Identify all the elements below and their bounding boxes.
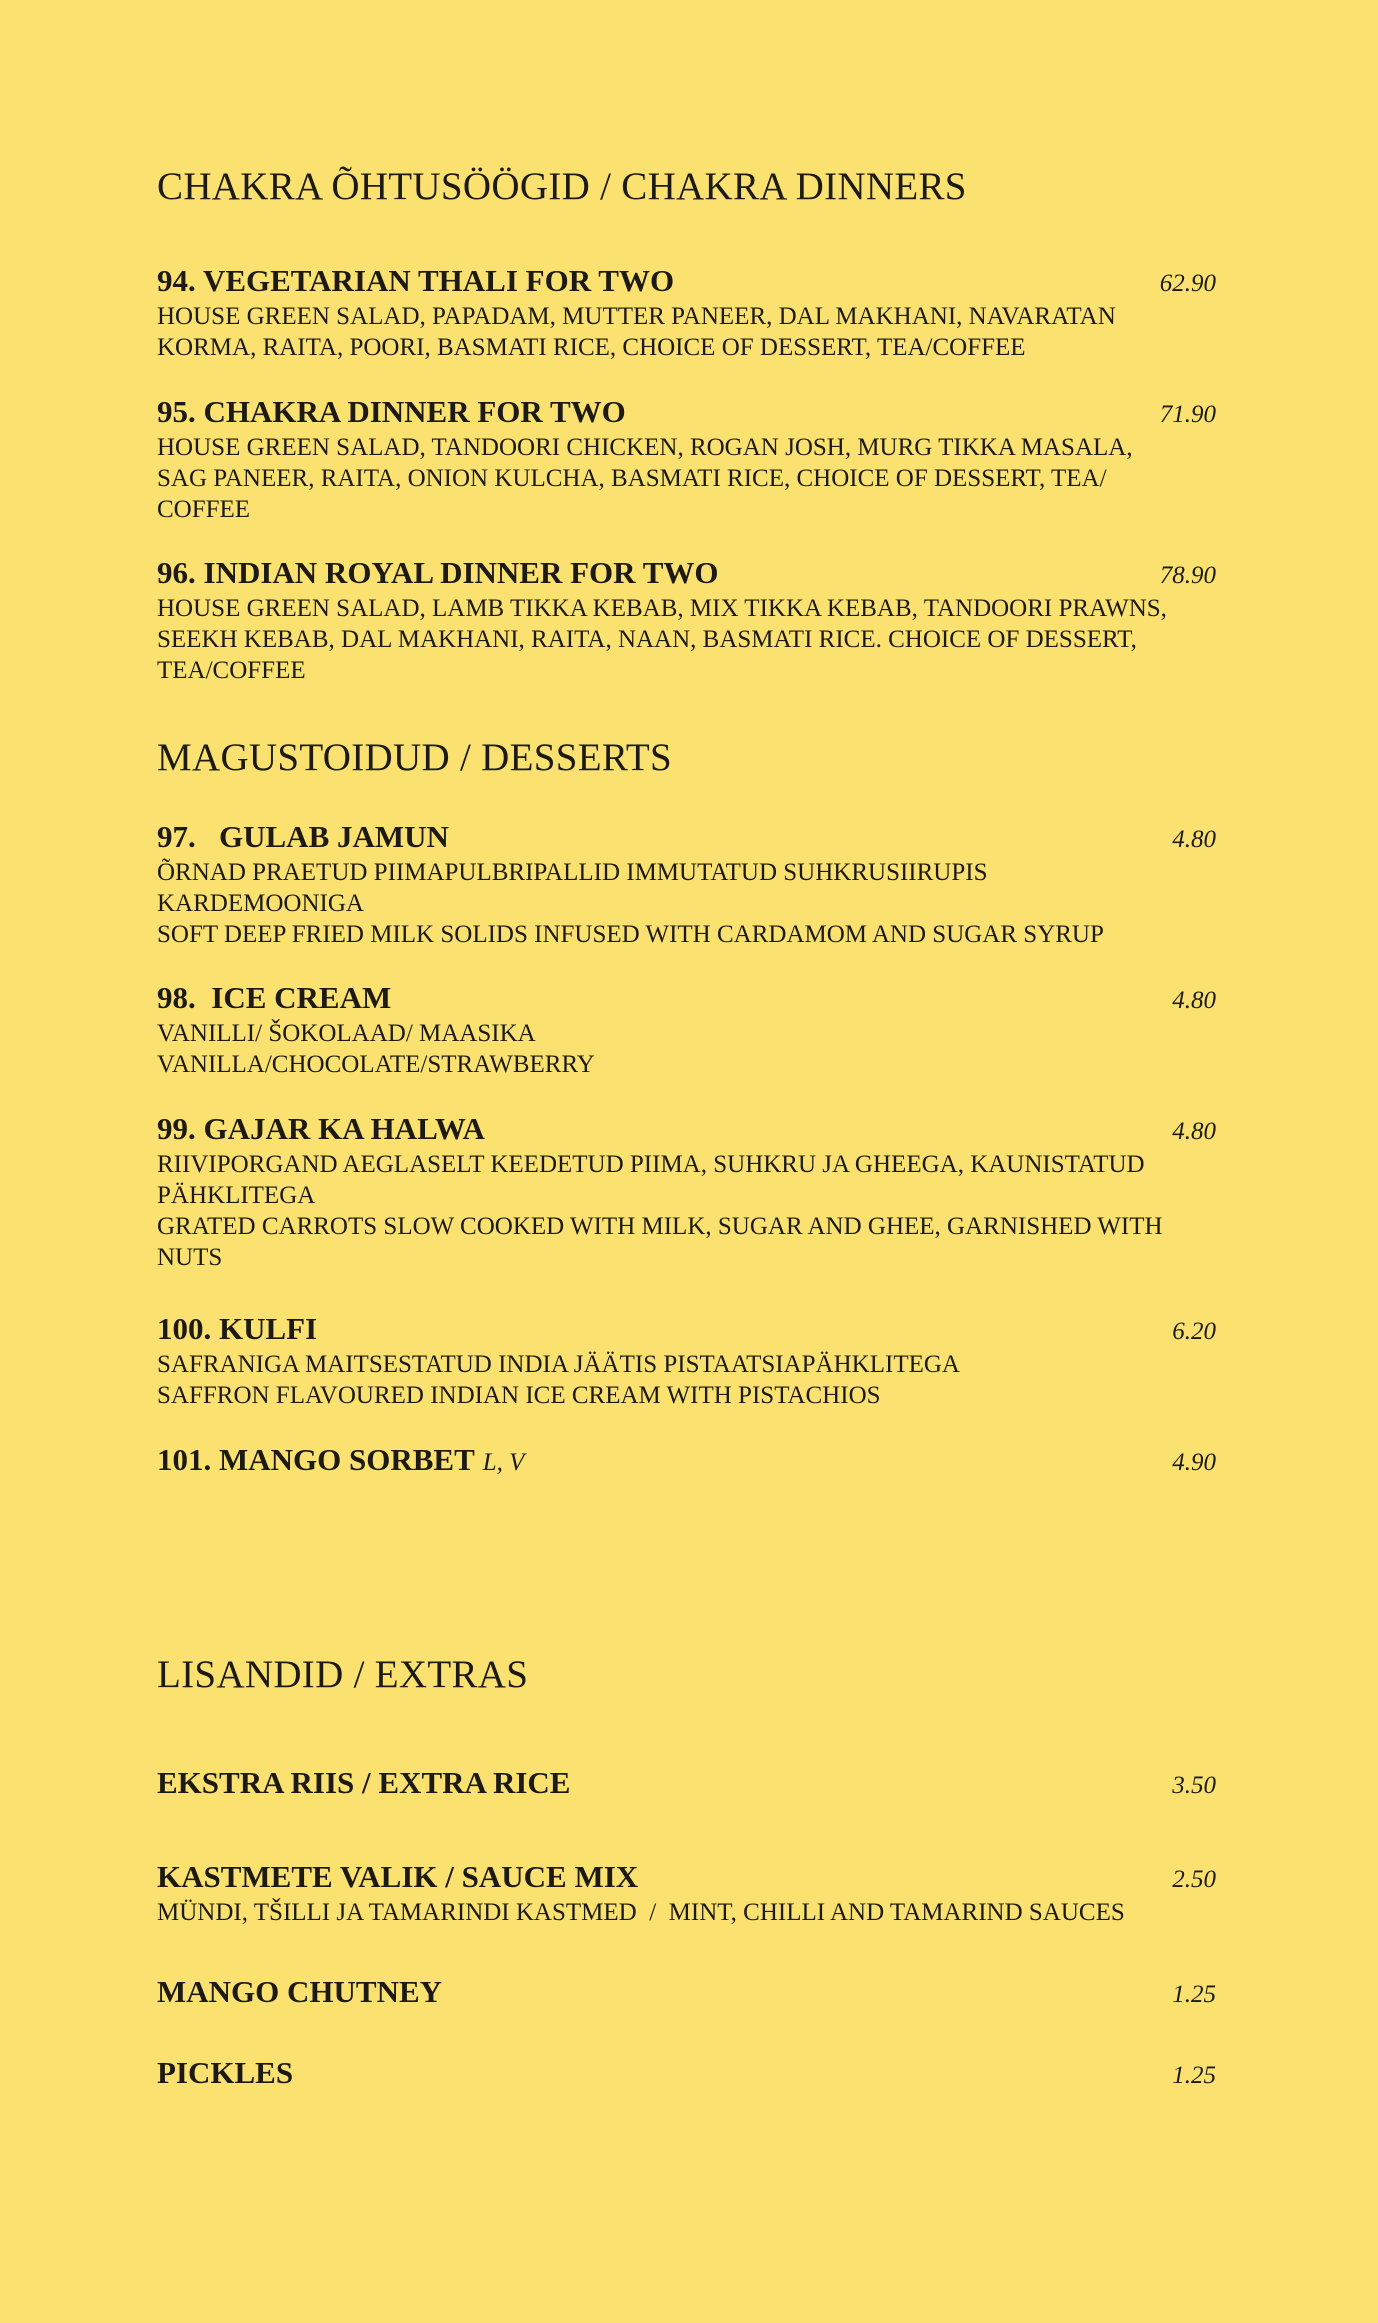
section-title-dinners: CHAKRA ÕHTUSÖÖGID / CHAKRA DINNERS <box>157 165 967 208</box>
desc-line: VANILLA/CHOCOLATE/STRAWBERRY <box>157 1051 595 1078</box>
item-price: 3.50 <box>1172 1772 1216 1799</box>
desc-line: SAFFRON FLAVOURED INDIAN ICE CREAM WITH PISTACHIOS <box>157 1382 881 1409</box>
item-price: 1.25 <box>1172 1981 1216 2008</box>
desc-line: NUTS <box>157 1244 223 1271</box>
menu-item-kulfi <box>157 1312 1220 1411</box>
desc-line: HOUSE GREEN SALAD, PAPADAM, MUTTER PANEER, DAL MAKHANI, NAVARATAN <box>157 303 1116 330</box>
item-name: PICKLES <box>157 2055 294 2090</box>
item-name: MANGO CHUTNEY <box>157 1974 443 2009</box>
item-price: 71.90 <box>1159 401 1216 428</box>
item-price: 6.20 <box>1172 1318 1216 1345</box>
menu-item-indian-royal-dinner <box>157 556 1220 686</box>
desc-line: PÄHKLITEGA <box>157 1182 316 1209</box>
desc-line: KORMA, RAITA, POORI, BASMATI RICE, CHOICE OF DESSERT, TEA/COFFEE <box>157 334 1026 361</box>
desc-line: ÕRNAD PRAETUD PIIMAPULBRIPALLID IMMUTATUD SUHKRUSIIRUPIS <box>157 859 988 886</box>
item-description <box>157 593 1220 686</box>
item-description <box>157 857 1220 950</box>
desc-line: GRATED CARROTS SLOW COOKED WITH MILK, SUGAR AND GHEE, GARNISHED WITH <box>157 1213 1163 1240</box>
menu-item-sauce-mix <box>157 1860 1220 1928</box>
menu-item-ice-cream <box>157 981 1220 1080</box>
item-price: 4.90 <box>1172 1449 1216 1476</box>
item-price: 4.80 <box>1172 826 1216 853</box>
item-description <box>157 432 1220 525</box>
menu-item-mango-sorbet <box>157 1443 1220 1480</box>
desc-line: VANILLI/ ŠOKOLAAD/ MAASIKA <box>157 1020 536 1047</box>
desc-line: SAFRANIGA MAITSESTATUD INDIA JÄÄTIS PISTAATSIAPÄHKLITEGA <box>157 1351 960 1378</box>
item-name <box>157 1443 524 1480</box>
menu-item-mango-chutney <box>157 1975 1220 2012</box>
item-name: 96. INDIAN ROYAL DINNER FOR TWO <box>157 555 719 590</box>
item-price: 62.90 <box>1159 270 1216 297</box>
desc-line: SAG PANEER, RAITA, ONION KULCHA, BASMATI RICE, CHOICE OF DESSERT, TEA/ <box>157 465 1107 492</box>
section-title-extras: LISANDID / EXTRAS <box>157 1653 529 1696</box>
item-name: 95. CHAKRA DINNER FOR TWO <box>157 394 626 429</box>
dietary-tag: L, V <box>482 1449 525 1476</box>
desc-line: SEEKH KEBAB, DAL MAKHANI, RAITA, NAAN, BASMATI RICE. CHOICE OF DESSERT, <box>157 626 1137 653</box>
menu-item-gajar-ka-halwa <box>157 1112 1220 1273</box>
desc-line: SOFT DEEP FRIED MILK SOLIDS INFUSED WITH CARDAMOM AND SUGAR SYRUP <box>157 921 1104 948</box>
desc-line: HOUSE GREEN SALAD, LAMB TIKKA KEBAB, MIX TIKKA KEBAB, TANDOORI PRAWNS, <box>157 595 1167 622</box>
item-description <box>157 301 1220 363</box>
item-name: EKSTRA RIIS / EXTRA RICE <box>157 1765 571 1800</box>
item-price: 2.50 <box>1172 1866 1216 1893</box>
item-name: 98. ICE CREAM <box>157 980 392 1015</box>
item-name: 100. KULFI <box>157 1311 318 1346</box>
menu-item-gulab-jamun <box>157 820 1220 950</box>
item-description <box>157 1149 1220 1273</box>
item-description <box>157 1897 1220 1928</box>
desc-line: KARDEMOONIGA <box>157 890 364 917</box>
item-price: 1.25 <box>1172 2062 1216 2089</box>
item-price: 4.80 <box>1172 1118 1216 1145</box>
desc-line: COFFEE <box>157 496 251 523</box>
item-name: 94. VEGETARIAN THALI FOR TWO <box>157 263 675 298</box>
item-name-text: 101. MANGO SORBET <box>157 1442 475 1477</box>
item-description <box>157 1349 1220 1411</box>
section-title-desserts: MAGUSTOIDUD / DESSERTS <box>157 736 672 779</box>
desc-line: MÜNDI, TŠILLI JA TAMARINDI KASTMED / MINT, CHILLI AND TAMARIND SAUCES <box>157 1899 1125 1926</box>
desc-line: HOUSE GREEN SALAD, TANDOORI CHICKEN, ROGAN JOSH, MURG TIKKA MASALA, <box>157 434 1133 461</box>
item-price: 78.90 <box>1159 562 1216 589</box>
item-name: 99. GAJAR KA HALWA <box>157 1111 485 1146</box>
item-price: 4.80 <box>1172 987 1216 1014</box>
menu-item-pickles <box>157 2056 1220 2093</box>
menu-item-chakra-dinner <box>157 395 1220 525</box>
desc-line: TEA/COFFEE <box>157 657 306 684</box>
item-name: 97. GULAB JAMUN <box>157 819 449 854</box>
menu-item-vegetarian-thali <box>157 264 1220 363</box>
menu-item-extra-rice <box>157 1766 1220 1803</box>
item-description <box>157 1018 1220 1080</box>
item-name: KASTMETE VALIK / SAUCE MIX <box>157 1859 639 1894</box>
desc-line: RIIVIPORGAND AEGLASELT KEEDETUD PIIMA, SUHKRU JA GHEEGA, KAUNISTATUD <box>157 1151 1145 1178</box>
